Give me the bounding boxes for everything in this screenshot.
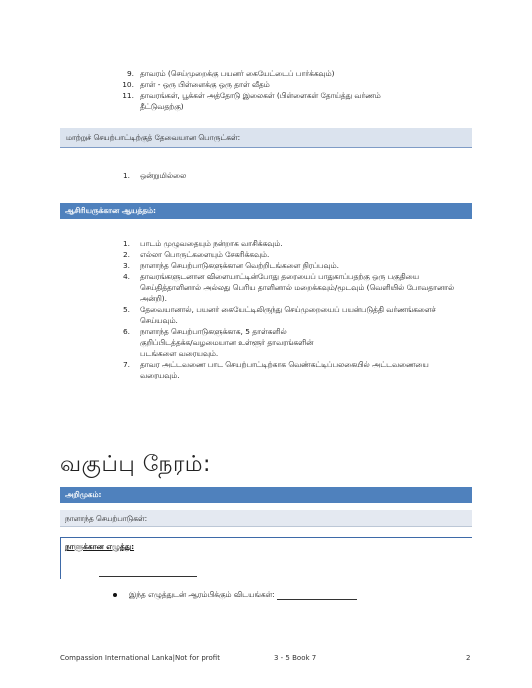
letter-of-day-label: நாளுக்கான எழுத்து: (65, 542, 135, 551)
list-item: 3. நாளாந்த செயற்பாடுகளுக்கான வெற்றிடங்களை நிரப்பவும். (122, 261, 339, 270)
list-item: 1. பாடம் முழுவதையும் நன்றாக வாசிக்கவும். (122, 239, 283, 248)
class-time-title: வகுப்பு நேரம்: (60, 452, 211, 477)
list-item: 4. தாவரங்களுடனான விளையாட்டின்போது தரையைப் பாதுகாப்பதற்கு ஒரு பகுதியை செய்தித்தாளினால் அல்லது பெரிய தாளினால் மறைக்கவும்/மூடவும் (வெளியில் போவதானால் அன்றி). (122, 272, 455, 303)
answer-blank-line[interactable] (277, 591, 357, 600)
intro-heading: அறிமுகம்: (60, 487, 472, 503)
footer-center: 3 - 5 Book 7 (274, 654, 317, 662)
letter-blank-line[interactable] (99, 576, 197, 577)
alt-materials-heading: மாற்றுச் செயற்பாட்டிற்குத் தேவையான பொருட்கள்: (60, 128, 472, 148)
list-item: 6. நாளாந்த செயற்பாடுகளுக்காக, 5 தாள்களில் குறிப்பிடத்தக்க/வழமையான உள்ளூர் தாவரங்களின் படங்களை வரையவும். (122, 327, 314, 358)
teacher-prep-heading: ஆசிரியருக்கான ஆயத்தம்: (60, 203, 472, 219)
list-item: 2. எல்லா பொருட்களையும் சேகரிக்கவும். (122, 250, 270, 259)
materials-list-top (120, 68, 420, 112)
list-item: 7. தாவர அட்டவணை பாட செயற்பாட்டிற்காக வெண்கட்டிப்பலகையில் அட்டவணையை வரையவும். (122, 360, 429, 380)
list-item: 11. தாவரங்கள், பூக்கள் அத்தோடு இலைகள் (பிள்ளைகள் தோய்த்து வர்ணம் தீட்டுவதற்கு) (122, 91, 381, 111)
page-number: 2 (466, 654, 471, 662)
list-item: 9. தாவரம் (செய்முறைக்கு பயனர் கையேட்டைப் பார்க்கவும்) (126, 69, 335, 78)
list-item: 5. தேவையானால், பயனர் கையேட்டிலிருந்து செய்முறையைப் பயன்படுத்தி வர்ணங்களைச் செய்யவும். (122, 305, 436, 325)
bullet-text: இந்த எழுத்துடன் ஆரம்பிக்கும் விடயங்கள்: (129, 590, 275, 599)
letter-of-day-box (60, 537, 472, 579)
footer-left: Compassion International Lanka|Not for profit (60, 654, 220, 662)
daily-activities-heading: நாளாந்த செயற்பாடுகள்: (60, 510, 472, 527)
teacher-prep-list (120, 238, 460, 381)
list-item: 10. தாள் - ஒரு பிள்ளைக்கு ஒரு தாள் வீதம் (122, 80, 270, 89)
alt-materials-list (120, 170, 420, 181)
bullet-item (113, 589, 357, 600)
bullet-icon (113, 593, 117, 597)
list-item: 1. ஒன்றுமில்லை (122, 171, 187, 180)
